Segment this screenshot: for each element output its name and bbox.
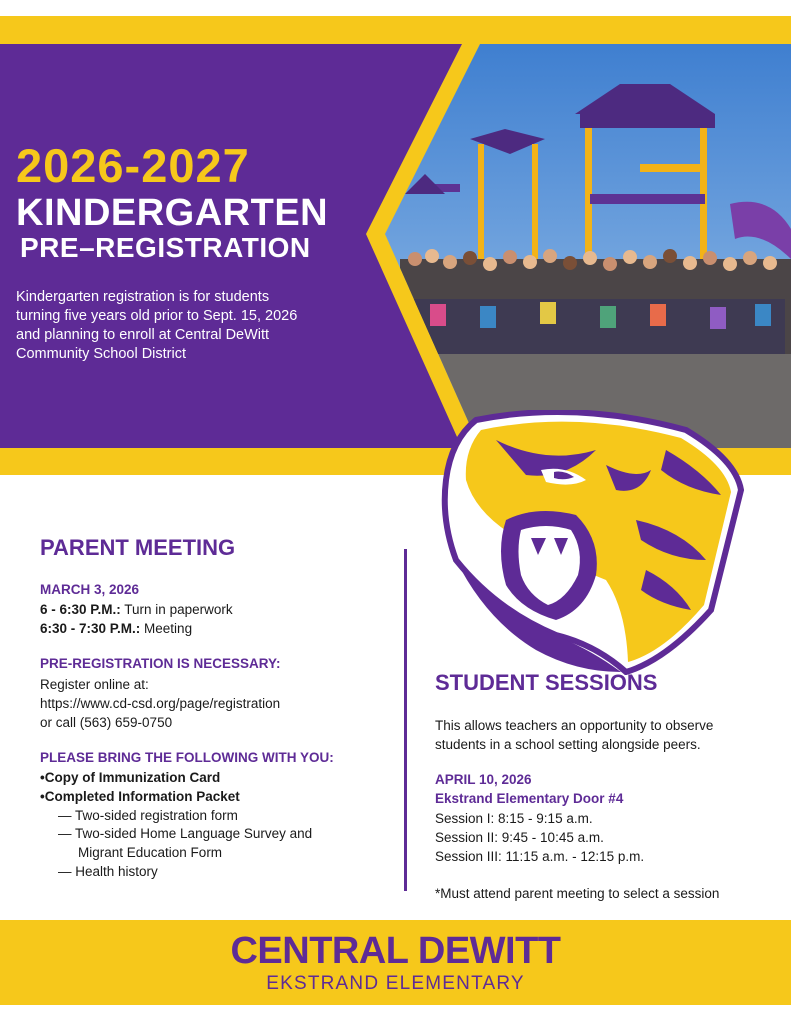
tiger-mascot-logo [436,410,746,675]
sessions-desc-1: This allows teachers an opportunity to observe [435,718,714,733]
meeting-slot-1: 6 - 6:30 P.M.: Turn in paperwork [40,602,233,617]
bring-heading: PLEASE BRING THE FOLLOWING WITH YOU: [40,750,334,765]
sessions-location: Ekstrand Elementary Door #4 [435,791,624,806]
prereg-heading: PRE-REGISTRATION IS NECESSARY: [40,656,281,671]
top-gold-band [0,16,791,44]
bring-subitem-migrant: Migrant Education Form [78,845,223,860]
session-1: Session I: 8:15 - 9:15 a.m. [435,811,593,826]
kindergarten-heading: KINDERGARTEN [16,192,329,234]
bring-subitem-health: — Health history [58,864,158,879]
registration-link[interactable]: https://www.cd-csd.org/page/registration [40,696,281,711]
preregistration-heading: PRE–REGISTRATION [20,232,311,263]
sessions-desc-2: students in a school setting alongside peers. [435,737,701,752]
prereg-line-1: Register online at: [40,677,149,692]
meeting-slot-2: 6:30 - 7:30 P.M.: Meeting [40,621,193,636]
session-3: Session III: 11:15 a.m. - 12:15 p.m. [435,849,645,864]
session-2: Session II: 9:45 - 10:45 a.m. [435,830,604,845]
meeting-date: MARCH 3, 2026 [40,582,140,597]
intro-paragraph: Kindergarten registration is for students turning five years old prior to Sept. 15, 2026 and planning to enroll at Central DeWitt Community School District [16,289,298,362]
bring-subitem-language: — Two-sided Home Language Survey and [58,826,313,841]
sessions-date: APRIL 10, 2026 [435,772,532,787]
student-sessions-title: STUDENT SESSIONS [435,670,658,695]
session-note: *Must attend parent meeting to select a session [435,886,720,901]
parent-meeting-title: PARENT MEETING [40,535,236,560]
bring-item-immunization: •Copy of Immunization Card [40,770,221,785]
footer-district-name: CENTRAL DEWITT [230,930,561,972]
bring-subitem-registration: — Two-sided registration form [58,808,238,823]
bring-item-packet: •Completed Information Packet [40,789,240,804]
column-divider [404,549,407,891]
footer-school-name: EKSTRAND ELEMENTARY [266,973,525,994]
school-year-heading: 2026-2027 [16,139,250,192]
prereg-phone: or call (563) 659-0750 [40,715,173,730]
